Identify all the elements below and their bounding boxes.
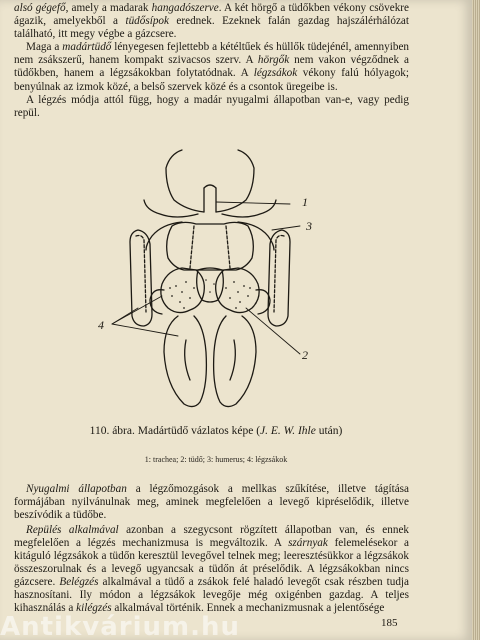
watermark: Antikvárium.hu [0,612,240,640]
text-run: , amely a madarak [65,2,152,14]
paragraph-2 [14,41,409,93]
paragraph-1 [14,2,409,41]
page-number: 185 [381,617,398,629]
term-madartudo: madártüdő [62,41,112,54]
text-run: nem vakon végződnek a tüdőkben, hanem a légzsákokban folytatódnak. A [14,54,409,80]
text-run: vékony falú hólyagok; benyúlnak az izmok közé, a belső szervek közé és a csontok üregeibe is. [14,67,409,93]
text-run: . A két hörgő a tüdőkben vékony csövekre ágazik, amelyekből a [14,2,409,28]
bottom-text-block [14,483,409,617]
paragraph-3: A légzés módja attól függ, hogy a madár nyugalmi állapotban van-e, vagy pedig repül. [14,93,409,119]
text-run: azonban a szegycsont rögzített állapotban van, és ennek megfelelően a légzés mechanizmusa is megváltozik. A [14,523,410,549]
bird-lung-diagram [86,140,336,412]
text-run: alkalmával a tüdő a zsákok felé haladó levegőt csak részben tudja hasznosítani. Ily módon a légzsákok levegője még oxigénben gazdag. A teljes kihasználás a [14,576,409,615]
text-run: alkalmával történik. Ennek a mechanizmusnak a jelentősége [111,602,385,615]
text-run: erednek. Ezeknek falán gazdag hajszálérhálózat található, itt megy végbe a gázcsere. [14,15,409,41]
text-run: után) [315,425,343,437]
top-text-block [14,2,409,120]
text-run: felemelésekor a kitáguló légzsákok a tüdőn keresztül levegővel telnek meg; leeresztésükkor a légzsákok összeszorulnak és a levegő ugyancsak a tüdőn át préselődik. A légzsákokban nincs gázcsere. [14,536,409,589]
term-szarnyak: szárnyak [288,536,328,549]
callout-4: 4 [98,318,104,332]
paragraph-5 [14,524,409,616]
term-tudosipok: tüdősípok [125,15,169,28]
term-kilegzes: kilégzés [76,602,112,615]
text-run: 110. ábra. Madártüdő vázlatos képe ( [89,425,261,437]
figure-legend: 1: trachea; 2: tüdő; 3: humerus; 4: légzsákok [144,455,288,464]
callout-1: 1 [302,195,308,209]
term-legzsakok: légzsákok [253,67,298,80]
term-hangadoszerve: hangadószerve [151,2,219,14]
text-run: a légzőmozgások a mellkas szűkítése, illetve tágítása formájában nyilvánulnak meg, aminek megfelelően a levegő kipréselődik, illetve beszívódik a tüdőbe. [14,483,409,522]
term-horgok: hörgők [257,54,290,67]
term-gegefo: alsó gégefő [14,2,66,14]
text-run: Maga a [26,41,63,54]
paragraph-4 [14,483,409,522]
term-belegzes: Belégzés [59,576,99,589]
callout-3: 3 [306,219,312,233]
text-run: lényegesen fejlettebb a kétéltűek és hüllők tüdejénél, amennyiben nem zsákszerű, hanem kompakt szivacsos szerv. A [14,41,409,67]
figure-caption [30,425,402,439]
callout-2: 2 [302,348,308,362]
caption-author: J. E. W. Ihle [260,425,316,437]
term-nyugalmi-allapot: Nyugalmi állapotban [26,483,127,495]
term-repules: Repülés alkalmával [26,523,119,536]
page-edge [472,0,480,640]
